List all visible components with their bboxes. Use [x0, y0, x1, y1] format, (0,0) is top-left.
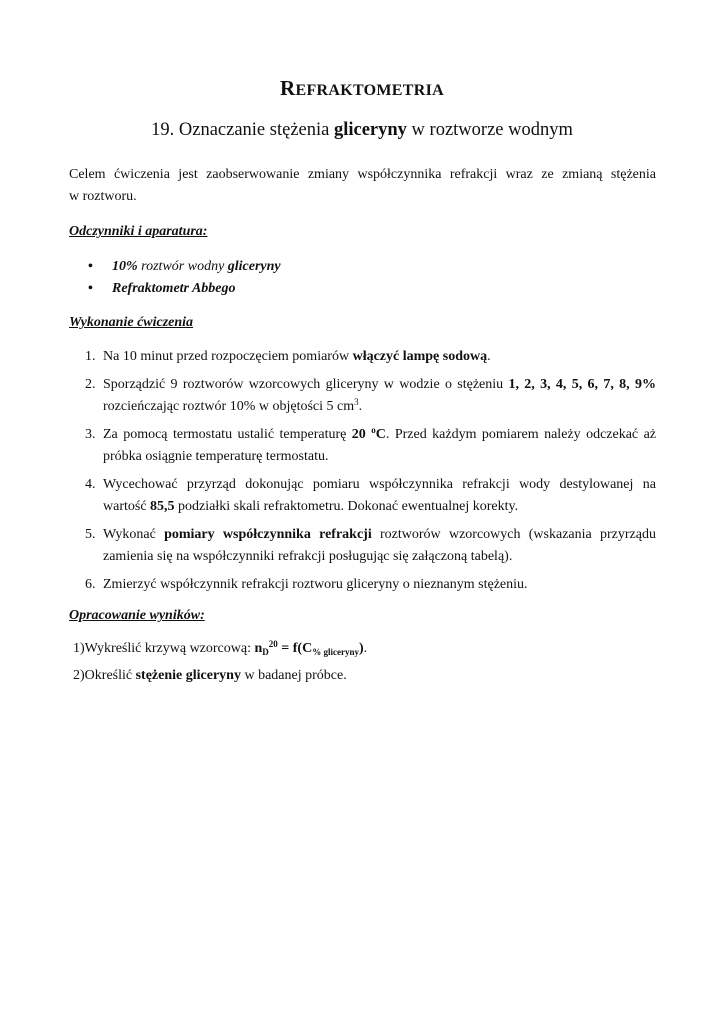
subtitle-pre: 19. Oznaczanie stężenia — [151, 120, 334, 140]
results-item-2: 2)Określić stężenie gliceryny w badanej próbce. — [73, 668, 347, 683]
results-item-1: 1)Wykreślić krzywą wzorcową: $n_D^{20} = f(C_{\% gliceryny})$. — [73, 639, 368, 657]
list-item: • Refraktometr Abbego — [88, 278, 281, 300]
exercise-subtitle — [0, 120, 724, 141]
bullet-icon: • — [88, 281, 93, 296]
intro-line-1: Celem ćwiczenia jest zaobserwowanie zmiany współczynnika refrakcji wraz ze zmianą stężenia — [69, 167, 656, 182]
list-item: 4. Wycechować przyrząd dokonując pomiaru współczynnika refrakcji wody destylowanej na wartość 85,5 podziałki skali refraktometru. Dokonać ewentualnej korekty. — [85, 477, 656, 514]
procedure-steps — [69, 346, 656, 602]
title-first-letter: R — [280, 76, 296, 100]
title-rest: EFRAKTOMETRIA — [295, 82, 444, 99]
list-item: • 10% roztwór wodny gliceryny — [88, 256, 281, 278]
subtitle-bold: gliceryny — [333, 120, 407, 140]
subtitle-post: w roztworze wodnym — [406, 120, 573, 140]
intro-paragraph — [69, 164, 656, 208]
reagents-heading: Odczynniki i aparatura: — [69, 224, 208, 239]
procedure-heading: Wykonanie ćwiczenia — [69, 315, 194, 330]
bullet-icon: • — [88, 259, 93, 274]
page-title — [0, 76, 724, 101]
results-heading: Opracowanie wyników: — [69, 608, 205, 623]
reagents-list — [88, 256, 281, 300]
intro-line-2: w roztworu. — [69, 189, 137, 204]
list-item: 6. Zmierzyć współczynnik refrakcji roztworu gliceryny o nieznanym stężeniu. — [85, 577, 528, 592]
list-item: 5. Wykonać pomiary współczynnika refrakcji roztworów wzorcowych (wskazania przyrządu zamienia się na współczynniki refrakcji posługując się załączoną tabelą). — [85, 527, 656, 564]
list-item: 3. Za pomocą termostatu ustalić temperaturę 20 $^o$C. Przed każdym pomiarem należy odczekać aż próbka osiągnie temperaturę termostatu. — [85, 425, 657, 464]
list-item: 2. Sporządzić 9 roztworów wzorcowych gliceryny w wodzie o stężeniu 1, 2, 3, 4, 5, 6, 7, 8, 9% rozcieńczając roztwór 10% w objętości 5 $cm^3$. — [85, 377, 656, 414]
list-item: 1. Na 10 minut przed rozpoczęciem pomiarów włączyć lampę sodową. — [85, 349, 491, 364]
